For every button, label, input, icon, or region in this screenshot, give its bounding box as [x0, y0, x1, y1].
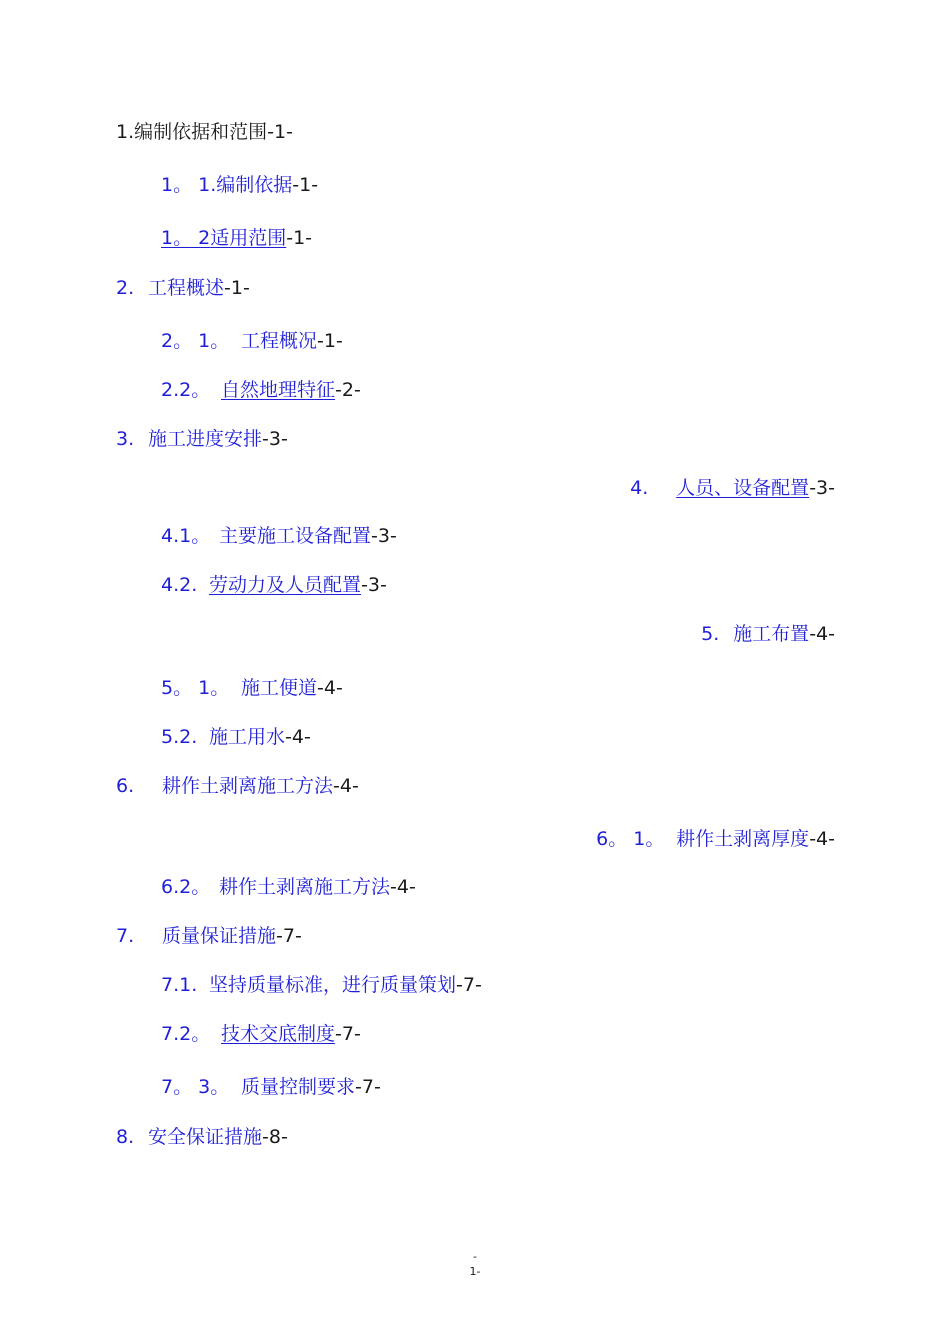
toc-entry-number: 1。 1.: [161, 174, 217, 196]
toc-entry-page: -3-: [361, 574, 387, 596]
toc-entry-page: -3-: [371, 525, 397, 547]
toc-entry-page: -7-: [456, 974, 482, 996]
toc-entry-6-2[interactable]: [161, 875, 416, 899]
toc-entry-number: 7.2。: [161, 1023, 211, 1045]
toc-entry-number: 6.: [116, 775, 135, 797]
toc-entry-title: 施工布置: [733, 623, 810, 645]
toc-entry-7-1[interactable]: [161, 973, 482, 997]
toc-entry-number: 7.: [116, 925, 135, 947]
toc-entry-title: 耕作土剥离施工方法: [162, 775, 334, 797]
toc-entry-5[interactable]: [701, 622, 835, 646]
toc-entry-number: 1。 2: [161, 227, 211, 249]
toc-entry-number: 7。 3。: [161, 1076, 230, 1098]
toc-entry-5-2[interactable]: [161, 725, 311, 749]
toc-entry-page: -7-: [355, 1076, 381, 1098]
toc-entry-number: 7.1.: [161, 974, 198, 996]
toc-entry-link[interactable]: [161, 379, 335, 401]
toc-entry-number: 2.: [116, 277, 135, 299]
toc-entry-title[interactable]: 人员、设备配置: [676, 477, 810, 499]
toc-entry-1[interactable]: [116, 120, 293, 144]
toc-entry-page: -1-: [286, 227, 313, 249]
toc-entry-page: -4-: [390, 876, 416, 898]
toc-entry-page: -1-: [292, 174, 319, 196]
toc-entry-page: -1-: [224, 277, 250, 299]
toc-entry-number: 6.2。: [161, 876, 211, 898]
toc-entry-page: -4-: [809, 828, 835, 850]
toc-entry-title: 质量控制要求: [241, 1076, 356, 1098]
toc-entry-1-2[interactable]: [161, 226, 312, 250]
toc-entry-number: 1.: [116, 121, 135, 143]
toc-entry-7-3[interactable]: [161, 1075, 381, 1099]
toc-entry-title: 编制依据和范围: [134, 121, 268, 143]
toc-entry-title: 耕作土剥离施工方法: [219, 876, 391, 898]
toc-entry-4[interactable]: [630, 476, 835, 500]
toc-entry-title: 主要施工设备配置: [219, 525, 372, 547]
toc-entry-page: -4-: [809, 623, 835, 645]
toc-entry-7-2[interactable]: [161, 1022, 361, 1046]
toc-entry-page: -4-: [317, 677, 343, 699]
toc-entry-4-2[interactable]: [161, 573, 387, 597]
toc-entry-title: 技术交底制度: [221, 1023, 336, 1045]
toc-entry-page: -1-: [317, 330, 343, 352]
toc-entry-title: 坚持质量标准，进行质量策划: [209, 974, 457, 996]
toc-entry-link[interactable]: [161, 1023, 335, 1045]
toc-entry-6-1[interactable]: [596, 827, 835, 851]
toc-entry-1-1[interactable]: [161, 173, 318, 197]
toc-entry-number: 6。 1。: [596, 828, 665, 850]
toc-entry-page: -7-: [335, 1023, 361, 1045]
toc-entry-title: 工程概况: [241, 330, 318, 352]
toc-entry-title: 质量保证措施: [162, 925, 277, 947]
toc-entry-page: -4-: [333, 775, 359, 797]
toc-entry-3[interactable]: [116, 427, 288, 451]
toc-entry-8[interactable]: [116, 1125, 288, 1149]
toc-entry-2-2[interactable]: [161, 378, 361, 402]
toc-entry-page: -7-: [276, 925, 302, 947]
toc-entry-page: -2-: [335, 379, 361, 401]
toc-entry-number: 4.2.: [161, 574, 198, 596]
toc-entry-title: 施工用水: [209, 726, 286, 748]
toc-entry-title[interactable]: 劳动力及人员配置: [209, 574, 362, 596]
toc-entry-number: 5.: [701, 623, 720, 645]
toc-entry-link[interactable]: [161, 227, 286, 249]
toc-entry-title: 安全保证措施: [148, 1126, 263, 1148]
toc-entry-number: 3.: [116, 428, 135, 450]
toc-entry-7[interactable]: [116, 924, 302, 948]
page-number: 1-: [469, 1265, 481, 1278]
toc-entry-number: 2.2。: [161, 379, 211, 401]
page-footer-dash: -: [473, 1250, 477, 1263]
toc-entry-number: 8.: [116, 1126, 135, 1148]
toc-entry-2[interactable]: [116, 276, 250, 300]
toc-entry-title: 适用范围: [210, 227, 287, 249]
toc-entry-title: 编制依据: [216, 174, 293, 196]
toc-entry-2-1[interactable]: [161, 329, 343, 353]
toc-entry-title: 耕作土剥离厚度: [676, 828, 810, 850]
toc-entry-page: -4-: [285, 726, 311, 748]
toc-entry-title: 施工进度安排: [148, 428, 263, 450]
toc-entry-page: -1-: [267, 121, 293, 143]
toc-entry-5-1[interactable]: [161, 676, 343, 700]
toc-entry-6[interactable]: [116, 774, 359, 798]
toc-entry-title: 自然地理特征: [221, 379, 336, 401]
toc-entry-number: 4.1。: [161, 525, 211, 547]
toc-entry-number: 5。 1。: [161, 677, 230, 699]
toc-entry-title: 施工便道: [241, 677, 318, 699]
toc-entry-number: 2。 1。: [161, 330, 230, 352]
toc-entry-page: -3-: [262, 428, 288, 450]
toc-entry-page: -8-: [262, 1126, 288, 1148]
toc-entry-4-1[interactable]: [161, 524, 397, 548]
toc-entry-number: 4.: [630, 477, 649, 499]
toc-entry-title: 工程概述: [148, 277, 225, 299]
toc-entry-number: 5.2.: [161, 726, 198, 748]
toc-entry-page: -3-: [809, 477, 835, 499]
